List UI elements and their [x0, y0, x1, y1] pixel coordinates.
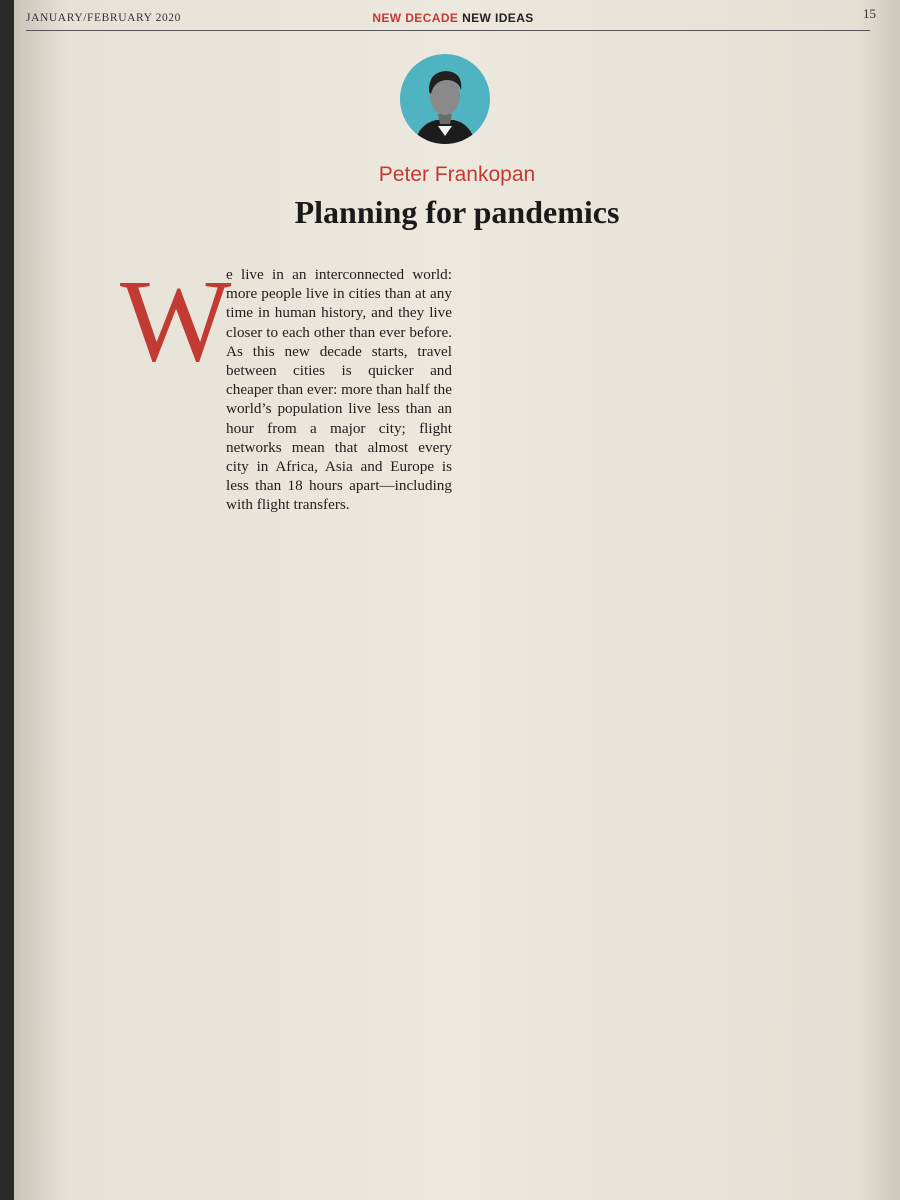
issue-date: JANUARY/FEBRUARY 2020 [26, 12, 181, 24]
section-title-rest: NEW IDEAS [462, 11, 534, 25]
magazine-page [14, 0, 900, 1200]
running-header [26, 6, 880, 28]
section-title-accent: NEW DECADE [372, 11, 459, 25]
col1-para1-intro: e live in an interconnected world: more people live in cities than at any time in human history, and they live closer to each other than ever before. As this new decade starts, travel between cities is quicker and cheaper than ever: more than half the world’s population live less than an hour from a major city; flight networks mean that almost every city in Africa, Asia and Europe is less than 18 hours apart—including with flight transfers. [226, 266, 453, 514]
drop-cap: W [120, 255, 232, 386]
page-number: 15 [863, 6, 876, 21]
article-headline: Planning for pandemics [294, 194, 620, 230]
section-title [26, 11, 880, 25]
header-divider [26, 30, 870, 31]
author-portrait [400, 54, 490, 144]
author-byline: Peter Frankopan [378, 163, 536, 186]
